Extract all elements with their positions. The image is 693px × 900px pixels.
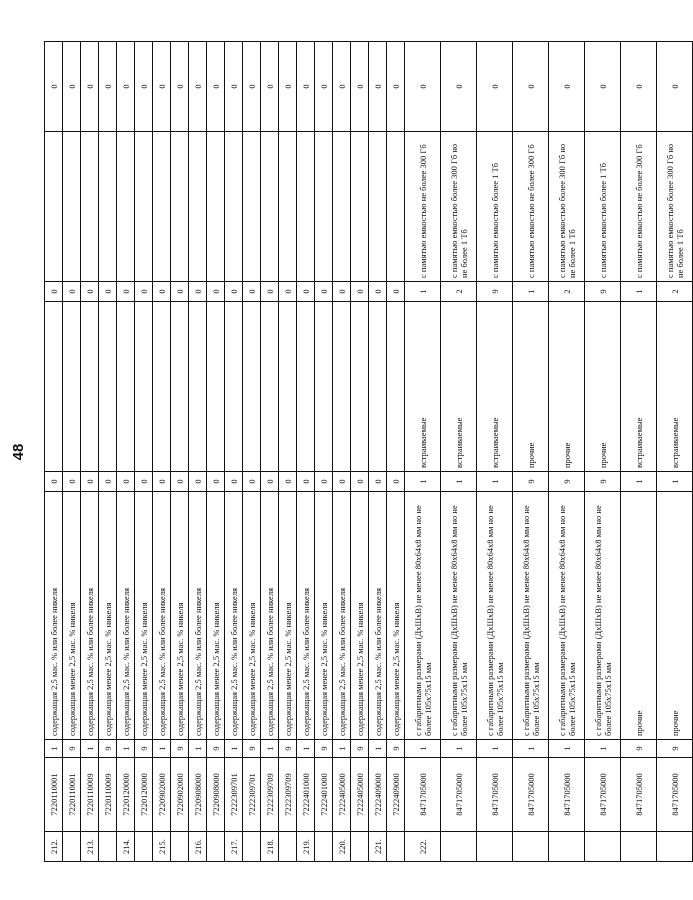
memory-description <box>189 132 207 282</box>
memory-description: с памятью емкостью более 300 Гб но не более 1 Тб <box>549 132 585 282</box>
code-flag: 1 <box>549 740 585 758</box>
sub-description <box>153 302 171 472</box>
table-row <box>387 42 405 862</box>
subcode: 0 <box>315 472 333 492</box>
memory-code: 0 <box>45 282 63 302</box>
memory-code: 0 <box>63 282 81 302</box>
memory-code: 2 <box>549 282 585 302</box>
description: содержащая 2,5 мас. % или более никеля <box>153 492 171 740</box>
sub-description <box>333 302 351 472</box>
document-page <box>10 42 685 862</box>
description: с габаритными размерами (ДхШхВ) не менее 80х64х8 мм но не более 105х75х15 мм <box>513 492 549 740</box>
memory-code: 0 <box>225 282 243 302</box>
memory-code: 0 <box>369 282 387 302</box>
value-cell: 0 <box>171 42 189 132</box>
subcode: 9 <box>549 472 585 492</box>
table-row <box>549 42 585 862</box>
sub-description <box>189 302 207 472</box>
code-flag: 9 <box>171 740 189 758</box>
commodity-code: 7222401000 <box>297 758 315 832</box>
commodity-code: 8471705000 <box>549 758 585 832</box>
memory-description <box>207 132 225 282</box>
memory-code: 2 <box>657 282 693 302</box>
subcode: 0 <box>135 472 153 492</box>
row-number <box>585 832 621 862</box>
value-cell: 0 <box>243 42 261 132</box>
commodity-code: 7220908000 <box>189 758 207 832</box>
row-number: 222. <box>405 832 441 862</box>
memory-description <box>261 132 279 282</box>
commodity-code: 7222409000 <box>369 758 387 832</box>
tariff-code-table <box>44 41 693 862</box>
sub-description <box>63 302 81 472</box>
sub-description <box>315 302 333 472</box>
memory-code: 0 <box>261 282 279 302</box>
table-row <box>207 42 225 862</box>
table-row <box>225 42 243 862</box>
sub-description <box>117 302 135 472</box>
table-row <box>81 42 99 862</box>
value-cell: 0 <box>135 42 153 132</box>
memory-code: 0 <box>387 282 405 302</box>
value-cell: 0 <box>477 42 513 132</box>
sub-description <box>45 302 63 472</box>
value-cell: 0 <box>315 42 333 132</box>
memory-code: 0 <box>243 282 261 302</box>
code-flag: 1 <box>45 740 63 758</box>
subcode: 0 <box>369 472 387 492</box>
code-flag: 1 <box>189 740 207 758</box>
memory-description <box>63 132 81 282</box>
table-row <box>369 42 387 862</box>
value-cell: 0 <box>585 42 621 132</box>
sub-description <box>387 302 405 472</box>
subcode: 0 <box>171 472 189 492</box>
code-flag: 1 <box>81 740 99 758</box>
description: с габаритными размерами (ДхШхВ) не менее 80х64х8 мм но не более 105х75х15 мм <box>441 492 477 740</box>
description: содержащая 2,5 мас. % или более никеля <box>225 492 243 740</box>
memory-description: с памятью емкостью более 1 Тб <box>477 132 513 282</box>
code-flag: 1 <box>477 740 513 758</box>
subcode: 0 <box>279 472 297 492</box>
description: с габаритными размерами (ДхШхВ) не менее 80х64х8 мм но не более 105х75х15 мм <box>405 492 441 740</box>
commodity-code: 7220908000 <box>207 758 225 832</box>
value-cell: 0 <box>297 42 315 132</box>
code-flag: 9 <box>63 740 81 758</box>
memory-description <box>333 132 351 282</box>
value-cell: 0 <box>513 42 549 132</box>
memory-description <box>117 132 135 282</box>
row-number <box>387 832 405 862</box>
memory-description <box>45 132 63 282</box>
row-number: 219. <box>297 832 315 862</box>
description: содержащая 2,5 мас. % или более никеля <box>189 492 207 740</box>
description: содержащая 2,5 мас. % или более никеля <box>297 492 315 740</box>
description: с габаритными размерами (ДхШхВ) не менее 80х64х8 мм но не более 105х75х15 мм <box>549 492 585 740</box>
value-cell: 0 <box>549 42 585 132</box>
description: прочие <box>621 492 657 740</box>
memory-code: 0 <box>99 282 117 302</box>
table-row <box>351 42 369 862</box>
table-row <box>117 42 135 862</box>
description: с габаритными размерами (ДхШхВ) не менее 80х64х8 мм но не более 105х75х15 мм <box>585 492 621 740</box>
memory-description: с памятью емкостью не более 300 Гб <box>513 132 549 282</box>
table-row <box>585 42 621 862</box>
description: содержащая менее 2,5 мас. % никеля <box>315 492 333 740</box>
memory-code: 0 <box>171 282 189 302</box>
row-number <box>207 832 225 862</box>
sub-description <box>279 302 297 472</box>
memory-code: 0 <box>315 282 333 302</box>
memory-code: 0 <box>351 282 369 302</box>
memory-description: с памятью емкостью более 1 Тб <box>585 132 621 282</box>
value-cell: 0 <box>279 42 297 132</box>
memory-description <box>387 132 405 282</box>
commodity-code: 8471705000 <box>477 758 513 832</box>
memory-code: 2 <box>441 282 477 302</box>
subcode: 1 <box>441 472 477 492</box>
description: содержащая 2,5 мас. % или более никеля <box>369 492 387 740</box>
memory-code: 9 <box>585 282 621 302</box>
sub-description: встраиваемые <box>657 302 693 472</box>
subcode: 0 <box>99 472 117 492</box>
code-flag: 9 <box>657 740 693 758</box>
sub-description <box>297 302 315 472</box>
code-flag: 1 <box>369 740 387 758</box>
commodity-code: 7220110009 <box>81 758 99 832</box>
sub-description <box>243 302 261 472</box>
memory-description <box>369 132 387 282</box>
sub-description <box>81 302 99 472</box>
description: содержащая менее 2,5 мас. % никеля <box>207 492 225 740</box>
memory-code: 0 <box>297 282 315 302</box>
commodity-code: 8471705000 <box>621 758 657 832</box>
row-number <box>351 832 369 862</box>
sub-description <box>207 302 225 472</box>
row-number: 216. <box>189 832 207 862</box>
value-cell: 0 <box>369 42 387 132</box>
sub-description <box>171 302 189 472</box>
row-number: 212. <box>45 832 63 862</box>
row-number <box>621 832 657 862</box>
table-row <box>99 42 117 862</box>
memory-code: 0 <box>117 282 135 302</box>
row-number: 217. <box>225 832 243 862</box>
description: содержащая 2,5 мас. % или более никеля <box>45 492 63 740</box>
memory-description <box>351 132 369 282</box>
table-row <box>297 42 315 862</box>
row-number <box>171 832 189 862</box>
code-flag: 1 <box>585 740 621 758</box>
sub-description <box>99 302 117 472</box>
description: содержащая менее 2,5 мас. % никеля <box>99 492 117 740</box>
subcode: 1 <box>621 472 657 492</box>
code-flag: 1 <box>513 740 549 758</box>
commodity-code: 7220120000 <box>117 758 135 832</box>
memory-code: 0 <box>81 282 99 302</box>
subcode: 9 <box>585 472 621 492</box>
memory-code: 9 <box>477 282 513 302</box>
description: содержащая менее 2,5 мас. % никеля <box>63 492 81 740</box>
table-row <box>135 42 153 862</box>
commodity-code: 8471705000 <box>405 758 441 832</box>
value-cell: 0 <box>225 42 243 132</box>
sub-description <box>261 302 279 472</box>
description: с габаритными размерами (ДхШхВ) не менее 80х64х8 мм но не более 105х75х15 мм <box>477 492 513 740</box>
memory-code: 0 <box>279 282 297 302</box>
memory-description: с памятью емкостью не более 300 Гб <box>621 132 657 282</box>
value-cell: 0 <box>333 42 351 132</box>
description: содержащая 2,5 мас. % или более никеля <box>117 492 135 740</box>
page-number: 48 <box>10 443 27 461</box>
subcode: 0 <box>153 472 171 492</box>
row-number <box>63 832 81 862</box>
subcode: 0 <box>351 472 369 492</box>
subcode: 0 <box>207 472 225 492</box>
value-cell: 0 <box>261 42 279 132</box>
sub-description <box>351 302 369 472</box>
commodity-code: 7222409000 <box>387 758 405 832</box>
commodity-code: 7220110001 <box>45 758 63 832</box>
commodity-code: 7222309701 <box>225 758 243 832</box>
commodity-code: 8471705000 <box>657 758 693 832</box>
code-flag: 9 <box>135 740 153 758</box>
table-row <box>657 42 693 862</box>
subcode: 1 <box>657 472 693 492</box>
row-number: 215. <box>153 832 171 862</box>
value-cell: 0 <box>153 42 171 132</box>
commodity-code: 7220110001 <box>63 758 81 832</box>
description: содержащая менее 2,5 мас. % никеля <box>135 492 153 740</box>
description: содержащая 2,5 мас. % или более никеля <box>81 492 99 740</box>
memory-description <box>135 132 153 282</box>
description: содержащая менее 2,5 мас. % никеля <box>171 492 189 740</box>
table-row <box>441 42 477 862</box>
sub-description <box>135 302 153 472</box>
code-flag: 9 <box>207 740 225 758</box>
row-number: 218. <box>261 832 279 862</box>
sub-description: встраиваемые <box>621 302 657 472</box>
memory-description <box>243 132 261 282</box>
row-number <box>477 832 513 862</box>
commodity-code: 8471705000 <box>513 758 549 832</box>
subcode: 0 <box>63 472 81 492</box>
memory-description <box>99 132 117 282</box>
commodity-code: 7222309709 <box>261 758 279 832</box>
code-flag: 9 <box>243 740 261 758</box>
row-number <box>513 832 549 862</box>
sub-description: прочие <box>549 302 585 472</box>
subcode: 1 <box>477 472 513 492</box>
value-cell: 0 <box>405 42 441 132</box>
subcode: 0 <box>45 472 63 492</box>
sub-description: встраиваемые <box>441 302 477 472</box>
subcode: 9 <box>513 472 549 492</box>
commodity-code: 7222309709 <box>279 758 297 832</box>
memory-description <box>297 132 315 282</box>
memory-description <box>81 132 99 282</box>
memory-description: с памятью емкостью более 300 Гб но не более 1 Тб <box>441 132 477 282</box>
row-number <box>135 832 153 862</box>
sub-description: прочие <box>585 302 621 472</box>
memory-description <box>279 132 297 282</box>
description: содержащая менее 2,5 мас. % никеля <box>243 492 261 740</box>
value-cell: 0 <box>99 42 117 132</box>
subcode: 0 <box>387 472 405 492</box>
sub-description <box>369 302 387 472</box>
table-row <box>189 42 207 862</box>
value-cell: 0 <box>45 42 63 132</box>
table-row <box>63 42 81 862</box>
memory-code: 0 <box>189 282 207 302</box>
description: содержащая 2,5 мас. % или более никеля <box>261 492 279 740</box>
commodity-code: 7220120000 <box>135 758 153 832</box>
table-row <box>405 42 441 862</box>
table-row <box>333 42 351 862</box>
memory-code: 1 <box>621 282 657 302</box>
memory-code: 1 <box>405 282 441 302</box>
memory-code: 1 <box>513 282 549 302</box>
table-row <box>315 42 333 862</box>
row-number: 220. <box>333 832 351 862</box>
code-flag: 9 <box>279 740 297 758</box>
sub-description <box>225 302 243 472</box>
row-number <box>315 832 333 862</box>
commodity-code: 7220902000 <box>153 758 171 832</box>
memory-code: 0 <box>153 282 171 302</box>
row-number <box>441 832 477 862</box>
commodity-code: 8471705000 <box>441 758 477 832</box>
value-cell: 0 <box>351 42 369 132</box>
memory-code: 0 <box>333 282 351 302</box>
code-flag: 9 <box>621 740 657 758</box>
subcode: 0 <box>189 472 207 492</box>
code-flag: 1 <box>261 740 279 758</box>
memory-code: 0 <box>135 282 153 302</box>
row-number <box>279 832 297 862</box>
subcode: 0 <box>117 472 135 492</box>
table-row <box>621 42 657 862</box>
value-cell: 0 <box>387 42 405 132</box>
table-row <box>261 42 279 862</box>
table-row <box>513 42 549 862</box>
table-row <box>243 42 261 862</box>
code-flag: 1 <box>405 740 441 758</box>
table-row <box>171 42 189 862</box>
row-number <box>243 832 261 862</box>
value-cell: 0 <box>63 42 81 132</box>
value-cell: 0 <box>117 42 135 132</box>
subcode: 0 <box>261 472 279 492</box>
code-flag: 1 <box>333 740 351 758</box>
row-number: 221. <box>369 832 387 862</box>
subcode: 0 <box>297 472 315 492</box>
code-flag: 9 <box>99 740 117 758</box>
table-row <box>153 42 171 862</box>
sub-description: встраиваемые <box>477 302 513 472</box>
description: содержащая менее 2,5 мас. % никеля <box>279 492 297 740</box>
row-number <box>549 832 585 862</box>
memory-description <box>225 132 243 282</box>
subcode: 1 <box>405 472 441 492</box>
table-row <box>45 42 63 862</box>
subcode: 0 <box>81 472 99 492</box>
value-cell: 0 <box>81 42 99 132</box>
rotated-page-content <box>10 42 685 862</box>
value-cell: 0 <box>189 42 207 132</box>
value-cell: 0 <box>621 42 657 132</box>
code-flag: 9 <box>387 740 405 758</box>
row-number: 213. <box>81 832 99 862</box>
commodity-code: 7222405000 <box>333 758 351 832</box>
commodity-code: 8471705000 <box>585 758 621 832</box>
description: содержащая 2,5 мас. % или более никеля <box>333 492 351 740</box>
code-flag: 1 <box>441 740 477 758</box>
table-row <box>477 42 513 862</box>
table-row <box>279 42 297 862</box>
memory-description <box>171 132 189 282</box>
memory-description: с памятью емкостью не более 300 Гб <box>405 132 441 282</box>
commodity-code: 7220902000 <box>171 758 189 832</box>
memory-description: с памятью емкостью более 300 Гб но не более 1 Тб <box>657 132 693 282</box>
subcode: 0 <box>243 472 261 492</box>
commodity-code: 7220110009 <box>99 758 117 832</box>
commodity-code: 7222401000 <box>315 758 333 832</box>
value-cell: 0 <box>441 42 477 132</box>
row-number: 214. <box>117 832 135 862</box>
value-cell: 0 <box>207 42 225 132</box>
description: содержащая менее 2,5 мас. % никеля <box>387 492 405 740</box>
code-flag: 1 <box>225 740 243 758</box>
memory-description <box>315 132 333 282</box>
sub-description: прочие <box>513 302 549 472</box>
code-flag: 1 <box>153 740 171 758</box>
commodity-code: 7222309701 <box>243 758 261 832</box>
row-number <box>657 832 693 862</box>
memory-description <box>153 132 171 282</box>
code-flag: 1 <box>117 740 135 758</box>
code-flag: 9 <box>315 740 333 758</box>
code-flag: 9 <box>351 740 369 758</box>
code-flag: 1 <box>297 740 315 758</box>
value-cell: 0 <box>657 42 693 132</box>
subcode: 0 <box>225 472 243 492</box>
sub-description: встраиваемые <box>405 302 441 472</box>
commodity-code: 7222405000 <box>351 758 369 832</box>
subcode: 0 <box>333 472 351 492</box>
description: прочие <box>657 492 693 740</box>
row-number <box>99 832 117 862</box>
memory-code: 0 <box>207 282 225 302</box>
description: содержащая менее 2,5 мас. % никеля <box>351 492 369 740</box>
